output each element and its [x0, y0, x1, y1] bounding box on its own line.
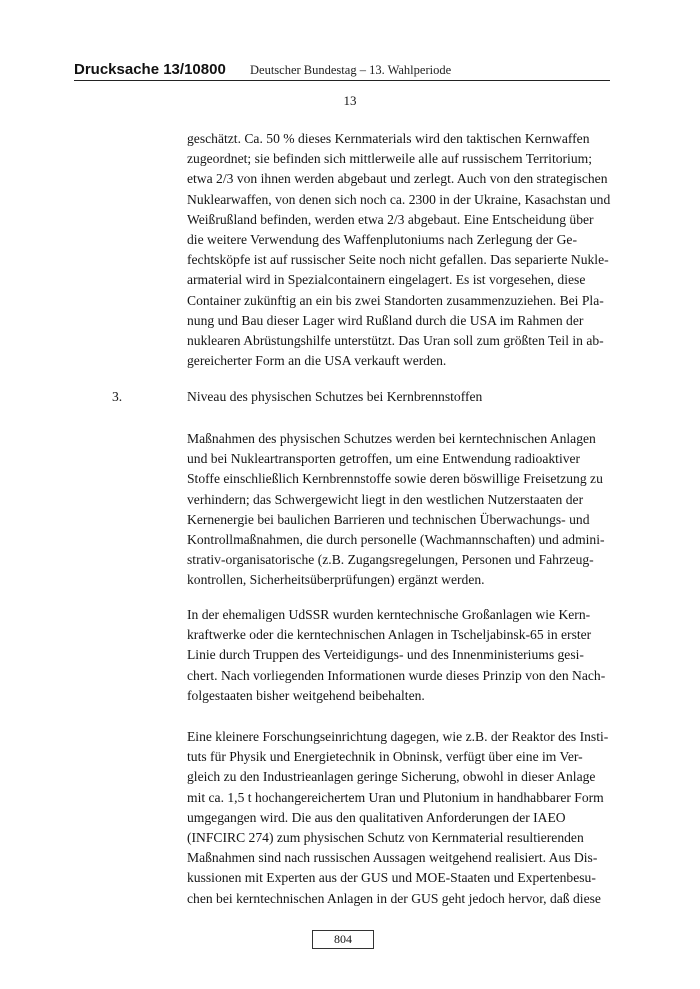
section-number: 3. — [112, 389, 123, 404]
text-line: gereicherter Form an die USA verkauft werden. — [187, 353, 447, 369]
text-line: Stoffe einschließlich Kernbrennstoffe sowie deren böswillige Freisetzung zu — [187, 471, 603, 487]
text-line: zugeordnet; sie befinden sich mittlerweile alle auf russischem Territorium; — [187, 151, 592, 167]
document-number: Drucksache 13/10800 — [74, 61, 226, 78]
text-line: (INFCIRC 274) zum physischen Schutz von Kernmaterial resultierenden — [187, 830, 584, 846]
text-line: geschätzt. Ca. 50 % dieses Kernmaterials wird den taktischen Kernwaffen — [187, 131, 590, 146]
text-line: nuklearen Abrüstungshilfe unterstützt. Das Uran soll zum größten Teil in ab- — [187, 333, 604, 349]
page-number: 13 — [343, 93, 357, 108]
text-line: umgegangen wird. Die aus den qualitativen Anforderungen der IAEO — [187, 809, 566, 825]
header-subtitle: Deutscher Bundestag – 13. Wahlperiode — [250, 63, 452, 77]
text-line: Kontrollmaßnahmen, die durch personelle (Wachmannschaften) und admini- — [187, 532, 605, 548]
text-line: Eine kleinere Forschungseinrichtung dagegen, wie z.B. der Reaktor des Insti- — [187, 729, 609, 744]
footer-page-number: 804 — [312, 930, 374, 949]
text-line: und bei Nukleartransporten getroffen, um eine Entwendung radioaktiver — [187, 451, 581, 467]
text-line: folgestaaten bisher weitgehend beibehalten. — [187, 687, 425, 703]
text-line: verhindern; das Schwergewicht liegt in den westlichen Nutzerstaaten der — [187, 491, 584, 507]
text-line: Weißrußland befinden, werden etwa 2/3 abgebaut. Eine Entscheidung über — [187, 211, 594, 227]
text-line: armaterial wird in Spezialcontainern eingelagert. Es ist vorgesehen, diese — [187, 272, 586, 288]
page-header — [74, 60, 610, 81]
text-line: strativ-organisatorische (z.B. Zugangsregelungen, Personen und Fahrzeug- — [187, 552, 594, 568]
text-line: Linie durch Truppen des Verteidigungs- und des Innenministeriums gesi- — [187, 647, 584, 663]
text-line: gleich zu den Industrieanlagen geringe Sicherung, obwohl in dieser Anlage — [187, 769, 596, 785]
paragraph-3 — [187, 605, 606, 706]
text-line: chert. Nach vorliegenden Informationen wurde dieses Prinzip von den Nach- — [187, 667, 606, 683]
text-line: etwa 2/3 von ihnen werden abgebaut und zerlegt. Auch von den strategischen — [187, 171, 608, 187]
text-line: tuts für Physik und Energietechnik in Obninsk, verfügt über eine im Ver- — [187, 749, 583, 765]
text-line: Maßnahmen des physischen Schutzes werden bei kerntechnischen Anlagen — [187, 431, 596, 446]
paragraph-4 — [187, 727, 609, 909]
text-line: chen bei kerntechnischen Anlagen in der GUS geht jedoch hervor, daß diese — [187, 890, 601, 906]
paragraph-1 — [187, 129, 611, 371]
text-line: kraftwerke oder die kerntechnischen Anlagen in Tscheljabinsk-65 in erster — [187, 627, 592, 643]
text-line: die weitere Verwendung des Waffenplutoniums nach Zerlegung der Ge- — [187, 232, 577, 248]
text-line: Container zukünftig an ein bis zwei Standorten zusammenzuziehen. Bei Pla- — [187, 292, 604, 308]
text-line: Nuklearwaffen, von denen sich noch ca. 2300 in der Ukraine, Kasachstan und — [187, 191, 611, 207]
text-line: Kernenergie bei baulichen Barrieren und technischen Überwachungs- und — [187, 511, 590, 527]
text-line: Maßnahmen sind nach russischen Aussagen weitgehend realisiert. Aus Dis- — [187, 850, 598, 866]
text-line: kontrollen, Sicherheitsüberprüfungen) ergänzt werden. — [187, 572, 485, 588]
section-heading-text: Niveau des physischen Schutzes bei Kernbrennstoffen — [187, 389, 483, 404]
paragraph-2 — [187, 429, 605, 591]
section-heading — [187, 387, 599, 407]
text-line: In der ehemaligen UdSSR wurden kerntechnische Großanlagen wie Kern- — [187, 607, 591, 622]
text-line: kussionen mit Experten aus der GUS und MOE-Staaten und Expertenbesu- — [187, 870, 596, 886]
text-line: nung und Bau dieser Lager wird Rußland durch die USA im Rahmen der — [187, 312, 584, 328]
text-line: mit ca. 1,5 t hochangereichertem Uran und Plutonium in handhabbarer Form — [187, 789, 604, 805]
text-line: fechtsköpfe ist auf russischer Seite noch nicht gefallen. Das separierte Nukle- — [187, 252, 609, 268]
